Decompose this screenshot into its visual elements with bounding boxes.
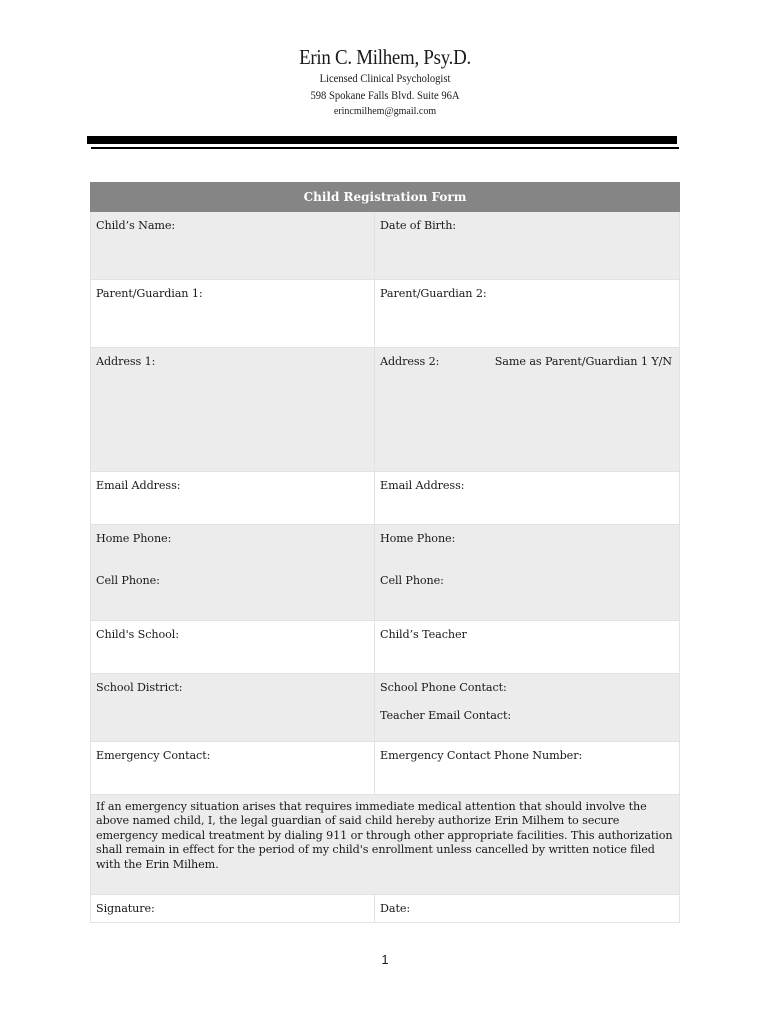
signature-field[interactable] [91,895,375,923]
parent-guardian-1-label: Parent/Guardian 1: [96,287,203,300]
registration-form-table [90,182,680,923]
cell-phone-1-label: Cell Phone: [96,574,160,587]
practitioner-name: Erin C. Milhem, Psy.D. [299,45,471,69]
signature-label: Signature: [96,902,155,915]
practice-address: 598 Spokane Falls Blvd. Suite 96A [310,88,460,102]
childs-teacher-label: Child’s Teacher [380,628,467,641]
parent-guardian-1-field[interactable] [91,280,375,348]
emergency-contact-field[interactable] [91,742,375,795]
childs-name-label: Child’s Name: [96,219,176,232]
school-phone-contact-label: School Phone Contact: [380,681,507,694]
page-number: 1 [381,952,389,967]
home-phone-2-label: Home Phone: [380,532,456,545]
email-address-1-field[interactable] [91,472,375,525]
home-phone-1-label: Home Phone: [96,532,172,545]
parent-guardian-2-label: Parent/Guardian 2: [380,287,487,300]
childs-name-field[interactable] [91,212,375,280]
cell-phone-2-label: Cell Phone: [380,574,444,587]
address-1-label: Address 1: [96,355,156,368]
address-2-label: Address 2: [380,355,440,368]
school-district-field[interactable] [91,674,375,742]
emergency-contact-phone-field[interactable] [375,742,680,795]
email-address-2-field[interactable] [375,472,680,525]
address-2-field[interactable] [375,348,680,472]
parent-guardian-2-field[interactable] [375,280,680,348]
email-address-1-label: Email Address: [96,479,181,492]
childs-school-label: Child's School: [96,628,179,641]
practice-email: erincmilhem@gmail.com [333,106,437,117]
emergency-contact-phone-label: Emergency Contact Phone Number: [380,749,583,762]
header-rule-thick [87,136,677,144]
emergency-contact-label: Emergency Contact: [96,749,211,762]
date-of-birth-field[interactable] [375,212,680,280]
phone-1-field[interactable] [91,525,375,621]
practitioner-title: Licensed Clinical Psychologist [319,71,451,85]
authorization-statement: If an emergency situation arises that requires immediate medical attention that should involve the above named child, I, the legal guardian of said child hereby authorize Erin Milhem to secure emergency medical treatment by dialing 911 or through other appropriate facilities. This authorization shall remain in effect for the period of my child's enrollment unless cancelled by written notice filed with the Erin Milhem. [91,795,680,895]
childs-school-field[interactable] [91,621,375,674]
phone-2-field[interactable] [375,525,680,621]
address-1-field[interactable] [91,348,375,472]
header-rule-thin [91,147,679,149]
childs-teacher-field[interactable] [375,621,680,674]
same-as-parent-label: Same as Parent/Guardian 1 Y/N [494,355,672,368]
date-label: Date: [380,902,411,915]
teacher-email-contact-label: Teacher Email Contact: [380,709,512,722]
email-address-2-label: Email Address: [380,479,465,492]
letterhead [0,44,770,120]
school-contact-field[interactable] [375,674,680,742]
form-title: Child Registration Form [91,183,680,212]
date-field[interactable] [375,895,680,923]
school-district-label: School District: [96,681,183,694]
date-of-birth-label: Date of Birth: [380,219,456,232]
